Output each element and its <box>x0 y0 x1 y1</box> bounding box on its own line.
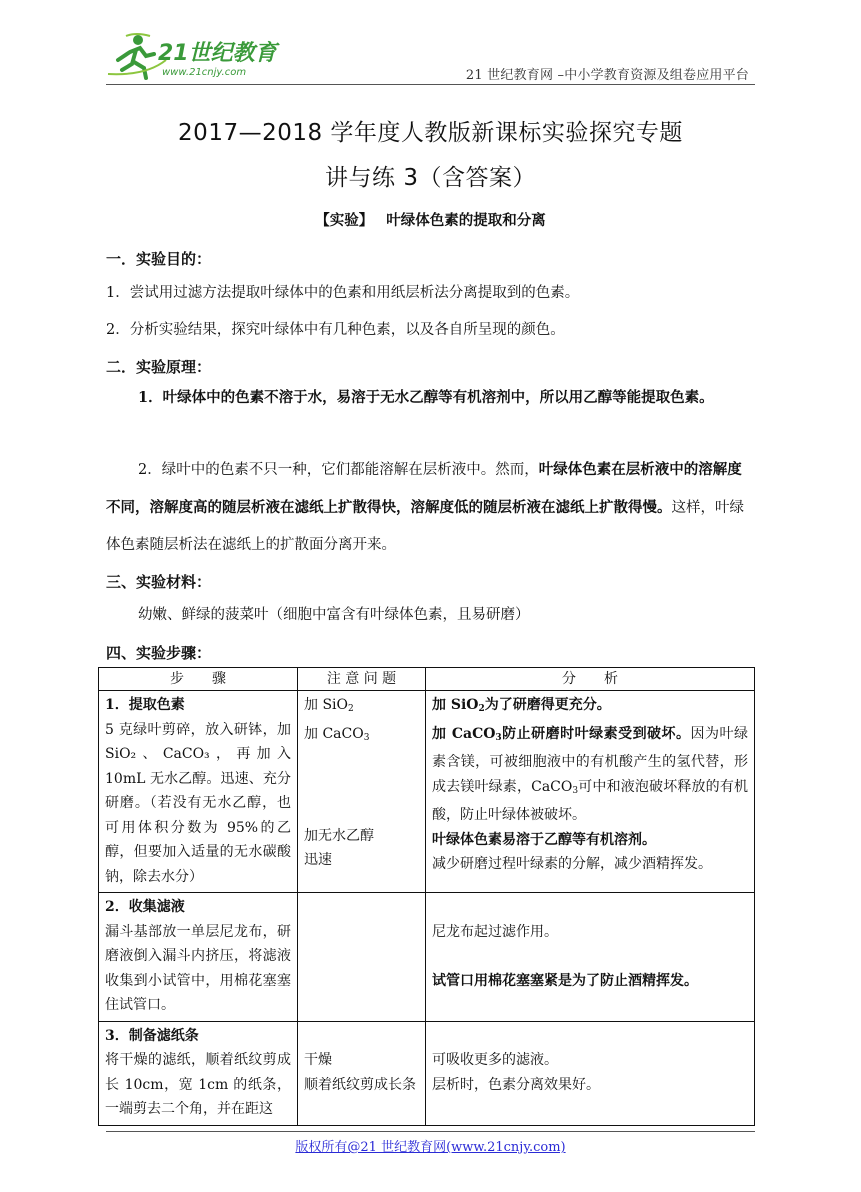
materials-text: 幼嫩、鲜绿的菠菜叶（细胞中富含有叶绿体色素，且易研磨） <box>138 607 530 623</box>
section-heading-principle: 二．实验原理： <box>106 358 212 376</box>
principle-item-2 <box>106 451 756 564</box>
page-title-line1: 2017—2018 学年度人教版新课标实验探究专题 <box>178 120 683 146</box>
analysis-item <box>432 693 748 722</box>
note-item: 加无水乙醇 <box>304 827 374 844</box>
note-subscript: 2 <box>348 704 354 714</box>
footer-divider <box>106 1131 755 1132</box>
notes-cell-2 <box>298 893 426 1022</box>
site-logo[interactable] <box>106 30 306 82</box>
note-item <box>304 693 419 722</box>
analysis-cell-3 <box>426 1021 755 1125</box>
header-site-tagline: 21 世纪教育网 –中小学教育资源及组卷应用平台 <box>465 68 749 83</box>
experiment-subtitle <box>0 209 861 230</box>
subtitle-prefix: 【实验】 <box>315 212 374 229</box>
note-item <box>304 722 419 751</box>
step-text: 5 克绿叶剪碎，放入研钵，加 SiO₂、CaCO₃，再加入 10mL 无水乙醇。迅速、充分研磨。（若没有无水乙醇，也可用体积分数为 95%的乙醇，但要加入适量的无水碳酸钠，除去水分） <box>105 721 291 885</box>
step-title: 2．收集滤液 <box>105 899 185 915</box>
analysis-cell-2 <box>426 893 755 1022</box>
step-cell-3 <box>99 1021 298 1125</box>
analysis-item: 试管口用棉花塞塞紧是为了防止酒精挥发。 <box>432 972 698 989</box>
table-header-analysis: 分 析 <box>426 668 755 691</box>
notes-cell-1 <box>298 691 426 893</box>
page-header <box>0 0 861 92</box>
note-spacer <box>304 750 419 824</box>
analysis-text: 加 SiO <box>432 697 479 713</box>
step-title: 3．制备滤纸条 <box>105 1027 199 1044</box>
subtitle-text: 叶绿体色素的提取和分离 <box>386 212 546 229</box>
step-text: 漏斗基部放一单层尼龙布，研磨液倒入漏斗内挤压，将滤液收集到小试管中，用棉花塞塞住试管口。 <box>105 923 291 1013</box>
step-cell-2 <box>99 893 298 1022</box>
principle-item-1: 1．叶绿体中的色素不溶于水，易溶于无水乙醇等有机溶剂中，所以用乙醇等能提取色素。 <box>138 389 714 406</box>
table-row <box>99 1021 755 1125</box>
footer-copyright-link[interactable]: 版权所有@21 世纪教育网(www.21cnjy.com) <box>295 1140 566 1155</box>
note-spacer <box>304 1024 419 1049</box>
table-header-notes: 注 意 问 题 <box>298 668 426 691</box>
analysis-spacer <box>432 944 748 969</box>
analysis-subscript: 3 <box>572 785 579 796</box>
principle-2-part-b: 叶绿体色素在层析液中的溶解度不同，溶解度高的随层析液在滤纸上扩散得快，溶解度低的随层析液在滤纸上扩散得慢。 <box>106 461 742 516</box>
analysis-subscript: 2 <box>478 704 485 714</box>
step-title: 1．提取色素 <box>105 697 185 713</box>
analysis-text: 为了研磨得更充分。 <box>484 697 611 713</box>
note-text: 加 CaCO <box>304 725 364 742</box>
logo-url: www.21cnjy.com <box>162 67 247 78</box>
section-heading-steps: 四、实验步骤： <box>106 644 212 662</box>
notes-cell-3 <box>298 1021 426 1125</box>
header-divider <box>106 84 755 85</box>
analysis-spacer <box>432 895 748 920</box>
principle-2-part-c: 这样，叶绿体色素随层析法在滤纸上的扩散面分离开来。 <box>106 500 744 553</box>
table-row <box>99 893 755 1022</box>
purpose-item-2: 2．分析实验结果，探究叶绿体中有几种色素，以及各自所呈现的颜色。 <box>106 322 565 338</box>
analysis-item: 可吸收更多的滤液。 <box>432 1052 558 1068</box>
analysis-text: 可中和液泡破坏释放的有机酸，防止叶绿体被破坏。 <box>432 778 748 823</box>
note-item: 干燥 <box>304 1052 332 1068</box>
analysis-text: 因为叶绿素含镁，可被细胞液中的有机酸产生的氢代替，形成去镁叶绿素，CaCO <box>432 725 748 795</box>
purpose-item-1: 1．尝试用过滤方法提取叶绿体中的色素和用纸层析法分离提取到的色素。 <box>106 285 580 301</box>
analysis-text: 防止研磨时叶绿素受到破坏。 <box>501 725 691 742</box>
note-text: 加 SiO <box>304 697 348 713</box>
analysis-item: 减少研磨过程叶绿素的分解，减少酒精挥发。 <box>432 856 712 872</box>
table-header-step: 步 骤 <box>99 668 298 691</box>
analysis-item: 层析时，色素分离效果好。 <box>432 1076 600 1093</box>
analysis-cell-1 <box>426 691 755 893</box>
analysis-text: 加 CaCO <box>432 725 496 742</box>
note-item: 迅速 <box>304 852 332 868</box>
note-subscript: 3 <box>363 732 370 743</box>
table-row <box>99 691 755 893</box>
logo-text: 21世纪教育 <box>158 41 277 66</box>
analysis-spacer <box>432 1024 748 1049</box>
analysis-item: 叶绿体色素易溶于乙醇等有机溶剂。 <box>432 831 656 848</box>
principle-2-part-a: 2．绿叶中的色素不只一种，它们都能溶解在层析液中。然而， <box>138 462 539 478</box>
runner-logo-icon <box>106 30 306 82</box>
table-header-row <box>99 668 755 691</box>
section-heading-purpose: 一．实验目的： <box>106 250 212 268</box>
analysis-item: 尼龙布起过滤作用。 <box>432 923 558 940</box>
section-heading-materials: 三、实验材料： <box>106 573 212 591</box>
analysis-subscript: 3 <box>495 732 502 743</box>
step-text: 将干燥的滤纸，顺着纸纹剪成长 10cm，宽 1cm 的纸条，一端剪去二个角，并在距这 <box>105 1052 291 1117</box>
steps-table <box>98 667 755 1126</box>
page-title-line2: 讲与练 3（含答案） <box>325 165 536 191</box>
note-item: 顺着纸纹剪成长条 <box>304 1076 416 1093</box>
step-cell-1 <box>99 691 298 893</box>
analysis-item <box>432 722 748 828</box>
